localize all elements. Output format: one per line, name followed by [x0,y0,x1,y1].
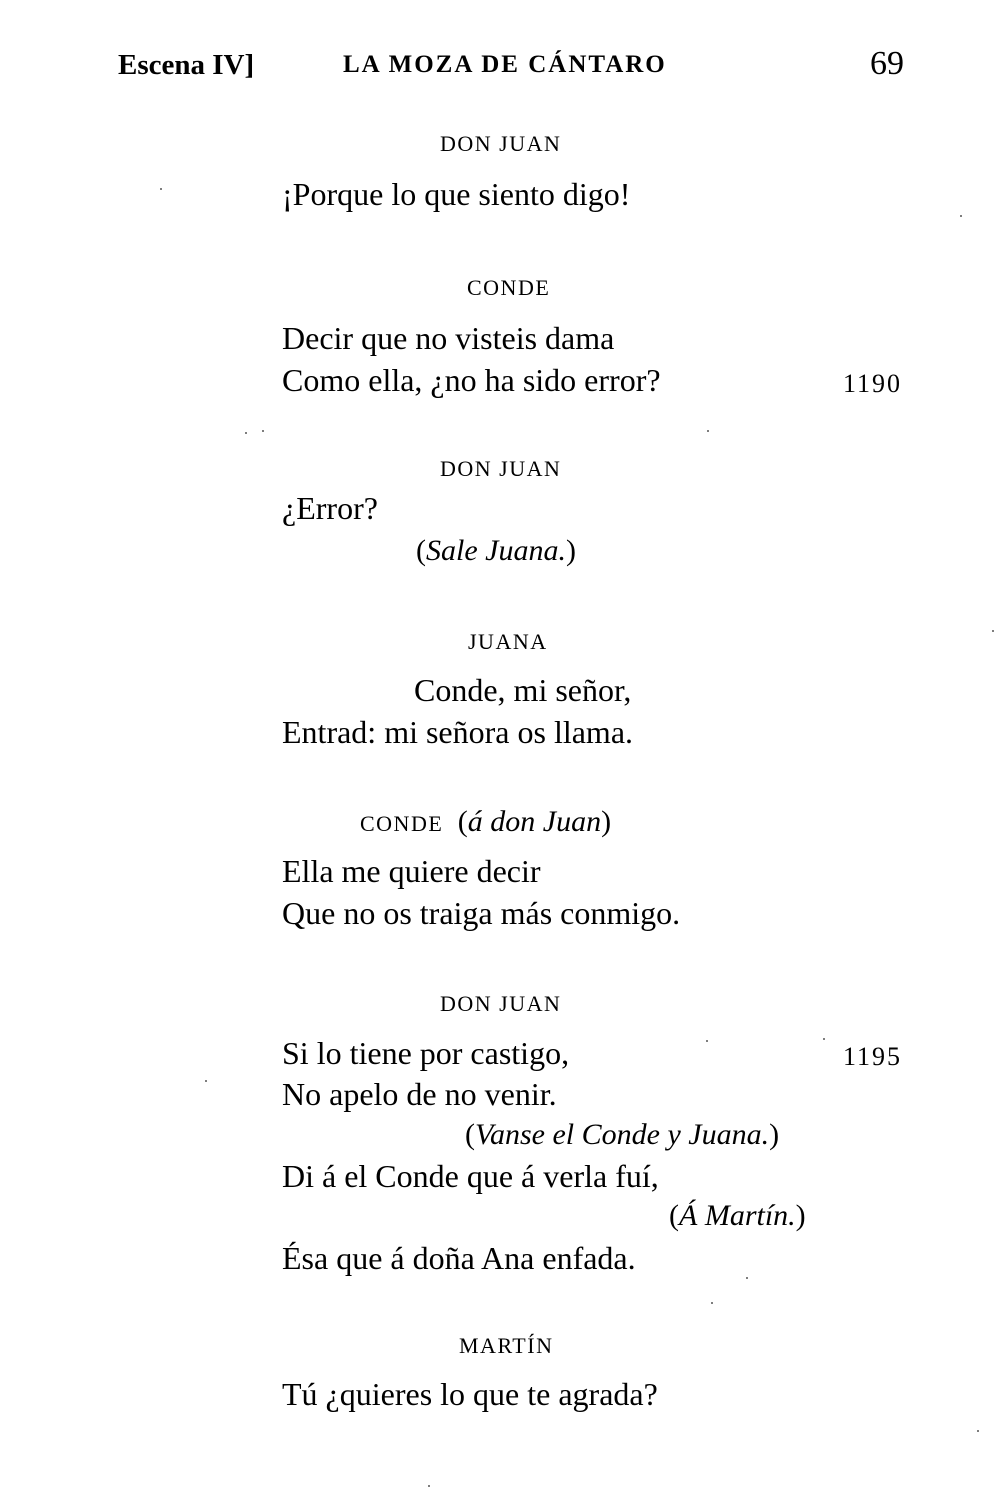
verse-line: Conde, mi señor, [414,672,632,708]
speaker-heading: MARTÍN [459,1333,554,1358]
speaker-heading: CONDE [467,275,551,300]
running-head-scene: Escena IV] [118,49,255,81]
line-number: 1190 [843,369,903,398]
scan-speck [262,430,264,432]
scan-speck [992,630,994,632]
speaker-heading: JUANA [468,629,548,654]
scan-speck [428,1485,430,1487]
verse-line: Decir que no visteis dama [282,320,615,356]
speaker-heading: DON JUAN [440,131,562,156]
verse-line: Tú ¿quieres lo que te agrada? [282,1376,658,1412]
stage-direction-text: Vanse el Conde y Juana. [475,1118,770,1151]
stage-direction-text: Sale Juana. [426,534,566,567]
speaker-direction: (á don Juan) [457,805,612,838]
scan-speck [711,1302,713,1304]
scan-speck [205,1080,207,1082]
running-head-title: LA MOZA DE CÁNTARO [343,51,667,78]
scan-speck [245,432,247,434]
stage-direction: (Á Martín.) [669,1199,806,1232]
line-number: 1195 [843,1042,903,1071]
verse-line: Ella me quiere decir [282,853,541,889]
stage-direction-text: Á Martín. [679,1199,796,1232]
speaker-heading [360,805,611,839]
scan-speck [706,1040,708,1042]
stage-direction: (Vanse el Conde y Juana.) [465,1118,780,1151]
verse-line: ¿Error? [282,490,378,526]
verse-line: No apelo de no venir. [282,1076,557,1112]
verse-line: ¡Porque lo que siento digo! [282,176,631,212]
scan-speck [960,215,962,217]
scan-speck [977,1430,979,1432]
verse-line: Entrad: mi señora os llama. [282,714,634,750]
verse-line: Si lo tiene por castigo, [282,1035,570,1071]
page-number: 69 [870,45,904,82]
verse-line: Ésa que á doña Ana enfada. [282,1240,636,1276]
verse-line: Como ella, ¿no ha sido error? [282,362,661,398]
scan-speck [823,1038,825,1040]
verse-line: Di á el Conde que á verla fuí, [282,1158,659,1194]
verse-line: Que no os traiga más conmigo. [282,895,681,931]
scan-speck [746,1277,748,1279]
speaker-heading: DON JUAN [440,991,562,1016]
speaker-direction-text: á don Juan [467,805,602,838]
speaker-name: CONDE [360,811,444,836]
scan-speck [160,188,162,190]
stage-direction: (Sale Juana.) [416,534,576,567]
scan-speck [707,430,709,432]
speaker-heading: DON JUAN [440,456,562,481]
